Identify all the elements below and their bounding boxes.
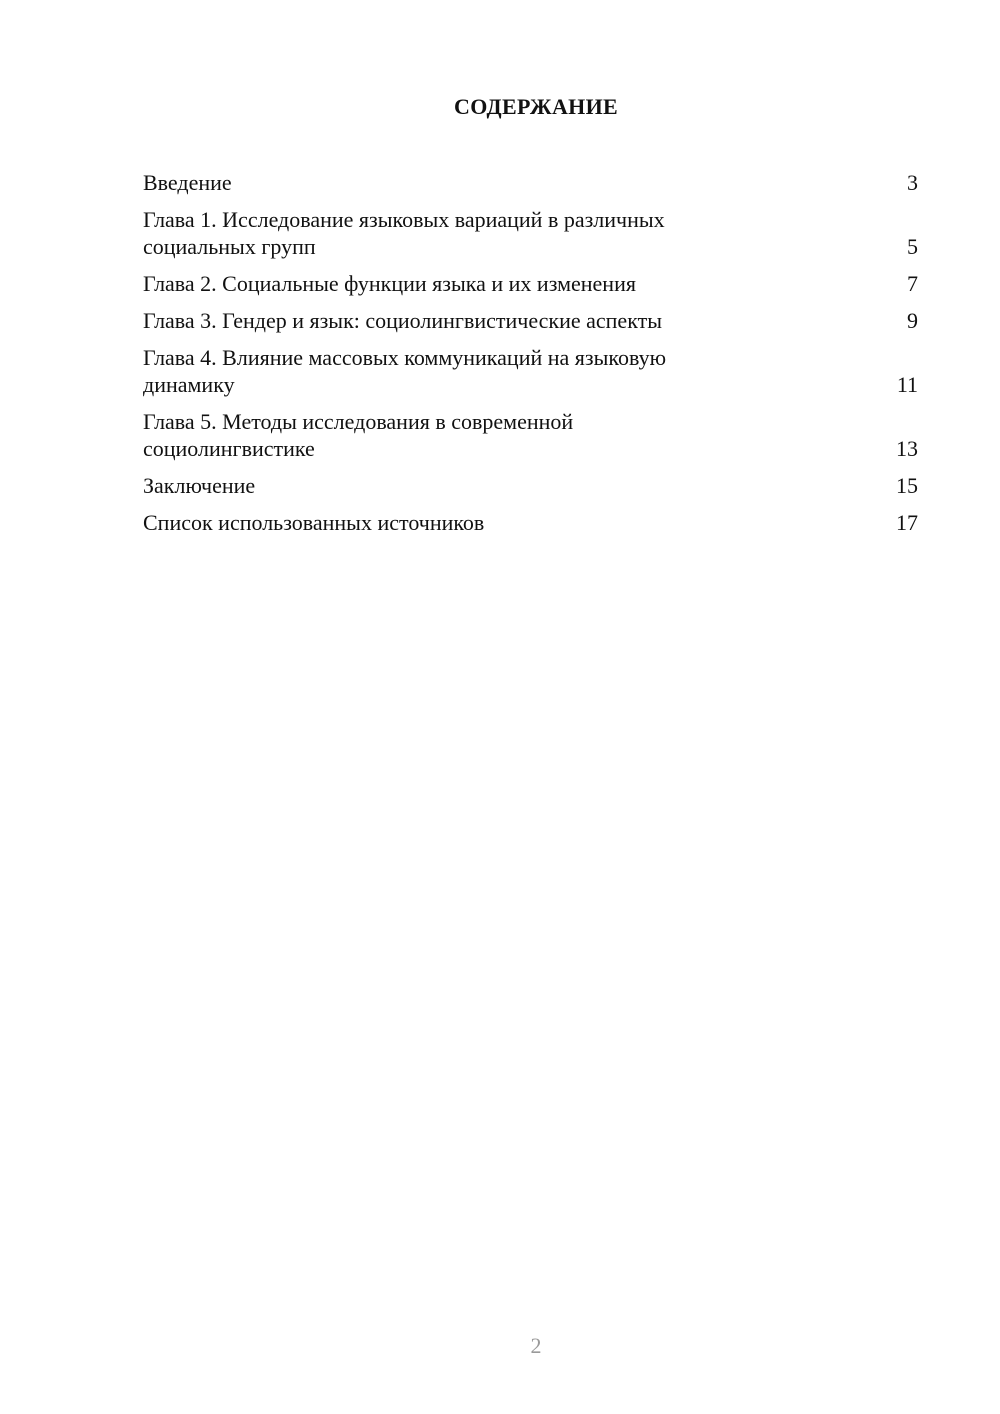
- toc-entry-text: Глава 3. Гендер и язык: социолингвистические аспекты: [143, 308, 662, 333]
- page-title: СОДЕРЖАНИЕ: [454, 94, 618, 119]
- toc-entry-page: 15: [896, 473, 918, 498]
- toc-entry-conclusion[interactable]: [143, 472, 918, 499]
- toc-entry-chapter-1[interactable]: [143, 206, 918, 260]
- toc-entry-text: Введение: [143, 170, 232, 195]
- toc-entry-page: 5: [907, 234, 918, 259]
- toc-entry-page: 7: [907, 271, 918, 296]
- toc-entry-text: Заключение: [143, 473, 256, 498]
- toc-entry-page: 3: [907, 170, 918, 195]
- toc-entry-chapter-2[interactable]: [143, 270, 918, 297]
- toc-entry-chapter-4[interactable]: [143, 344, 918, 398]
- table-of-contents: [143, 169, 918, 546]
- toc-entry-text: Глава 1. Исследование языковых вариаций в различных социальных групп: [143, 207, 665, 259]
- toc-entry-references[interactable]: [143, 509, 918, 536]
- toc-entry-chapter-5[interactable]: [143, 408, 918, 462]
- toc-entry-text: Глава 5. Методы исследования в современной социолингвистике: [143, 409, 574, 461]
- toc-entry-page: 17: [896, 510, 918, 535]
- toc-entry-introduction[interactable]: [143, 169, 918, 196]
- toc-entry-chapter-3[interactable]: [143, 307, 918, 334]
- toc-entry-page: 13: [896, 436, 918, 461]
- toc-entry-page: 9: [907, 308, 918, 333]
- page-number: 2: [530, 1333, 542, 1358]
- toc-entry-text: Список использованных источников: [143, 510, 485, 535]
- toc-entry-text: Глава 4. Влияние массовых коммуникаций на языковую динамику: [143, 345, 667, 397]
- toc-entry-page: 11: [896, 372, 918, 397]
- toc-entry-text: Глава 2. Социальные функции языка и их изменения: [143, 271, 636, 296]
